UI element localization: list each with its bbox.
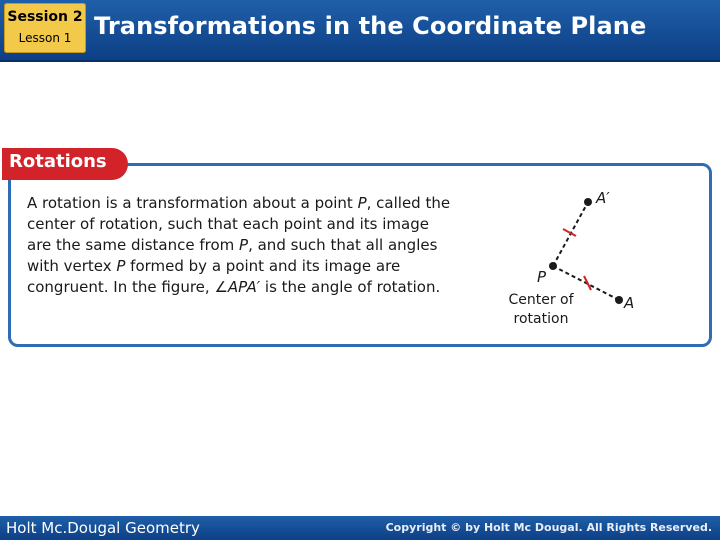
center-of-rotation-caption — [500, 291, 582, 329]
page-title: Transformations in the Coordinate Plane — [94, 12, 647, 40]
lesson-label: Lesson 1 — [18, 31, 72, 45]
definition-var-p-3: P — [116, 257, 126, 275]
point-a-prime — [584, 198, 592, 206]
definition-part-2: , called the center of rotation, such that each point and its image are the same distance from — [27, 194, 451, 254]
caption-line-2: rotation — [513, 311, 569, 327]
label-a: A — [624, 294, 635, 312]
copyright-notice: Copyright © by Holt Mc Dougal. All Rights Reserved. — [385, 521, 712, 534]
caption-line-1: Center of — [508, 292, 574, 308]
publisher-label: Holt Mc.Dougal Geometry — [6, 519, 200, 537]
session-label: Session 2 — [7, 9, 83, 25]
definition-part-1: A rotation is a transformation about a point — [27, 194, 358, 212]
point-p — [549, 262, 557, 270]
footer-bar — [0, 516, 720, 540]
definition-var-p-1: P — [357, 194, 367, 212]
definition-var-p-2: P — [239, 236, 249, 254]
point-a — [615, 296, 623, 304]
definition-part-5: is the angle of rotation. — [260, 278, 441, 296]
definition-angle: ∠APA′ — [214, 278, 261, 296]
label-a-prime: A′ — [596, 189, 610, 207]
definition-part-4: formed by a point and its image are congruent. In the figure, — [27, 257, 401, 296]
definition-part-3: , and such that all angles with vertex — [27, 236, 438, 275]
label-p: P — [537, 268, 547, 286]
section-tab-label: Rotations — [9, 151, 107, 172]
